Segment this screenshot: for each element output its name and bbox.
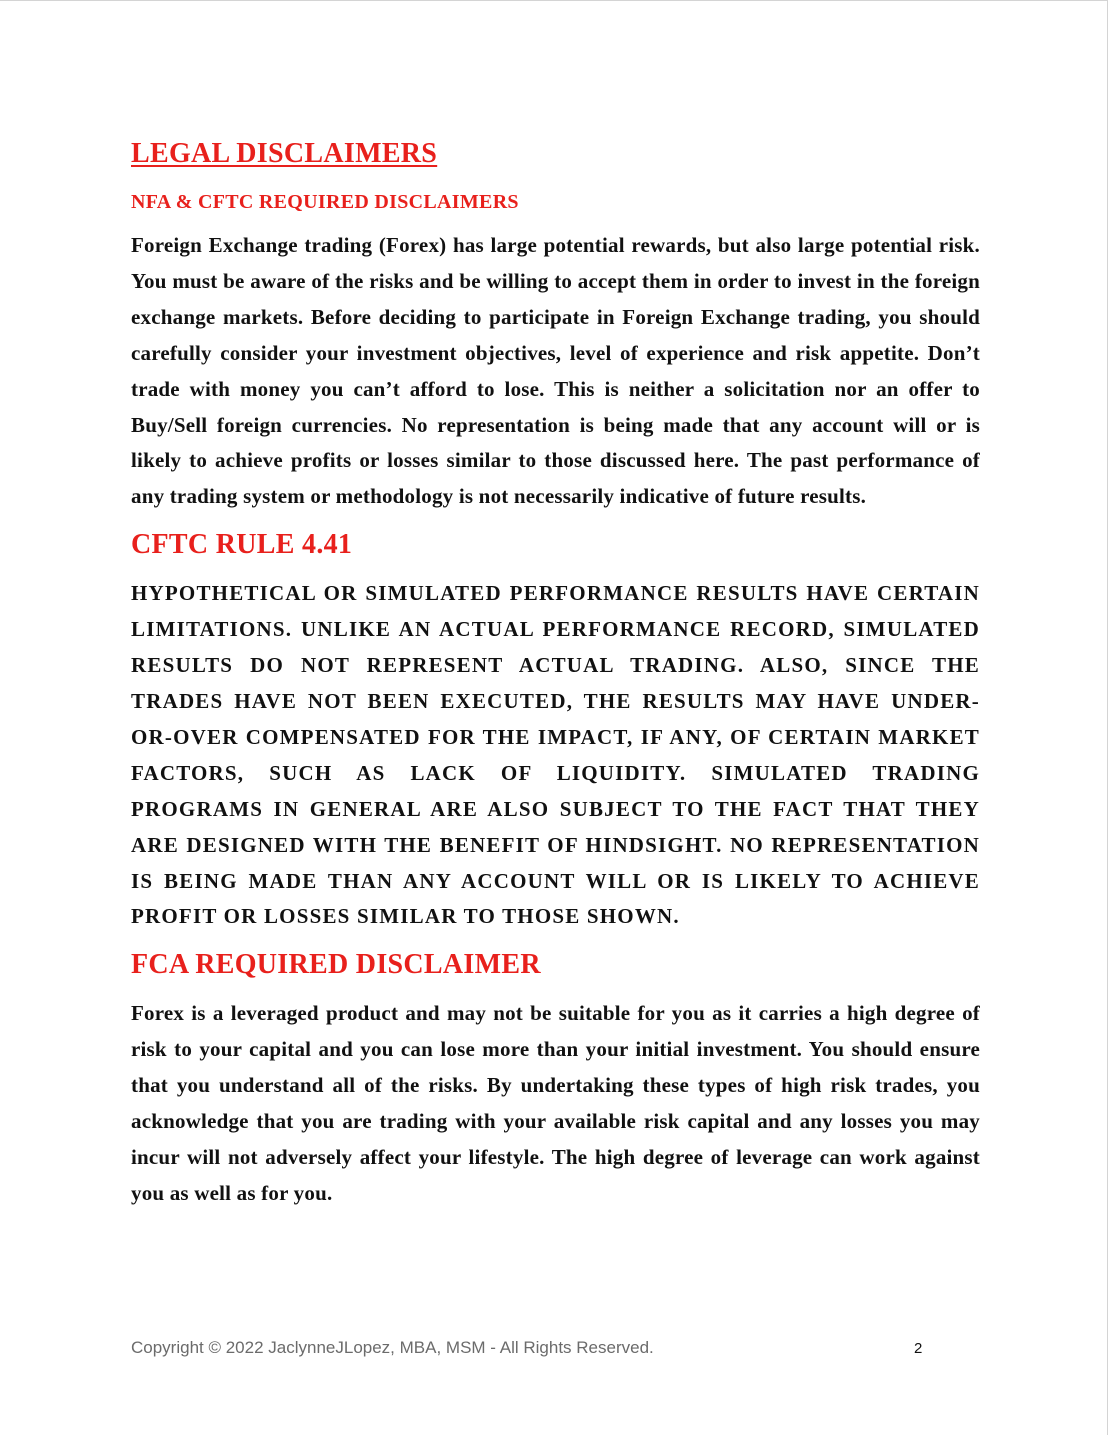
cftc-rule-heading: CFTC RULE 4.41 — [131, 529, 353, 561]
page-content — [131, 137, 980, 1225]
page-number: 2 — [914, 1340, 923, 1357]
nfa-cftc-heading: NFA & CFTC REQUIRED DISCLAIMERS — [131, 191, 519, 213]
fca-heading: FCA REQUIRED DISCLAIMER — [131, 949, 541, 981]
fca-paragraph: Forex is a leveraged product and may not be suitable for you as it carries a high degree of risk to your capital and you can lose more than your initial investment. You should ensure that you understand all of the risks. By undertaking these types of high risk trades, you acknowledge that you are trading with your available risk capital and any losses you may incur will not adversely affect your lifestyle. The high degree of leverage can work against you as well as for you. — [131, 1001, 980, 1205]
nfa-cftc-paragraph: Foreign Exchange trading (Forex) has large potential rewards, but also large potential risk. You must be aware of the risks and be willing to accept them in order to invest in the foreign exchange markets. Before deciding to participate in Foreign Exchange trading, you should carefully consider your investment objectives, level of experience and risk appetite. Don’t trade with money you can’t afford to lose. This is neither a solicitation nor an offer to Buy/Sell foreign currencies. No representation is being made that any account will or is likely to achieve profits or losses similar to those discussed here. The past performance of any trading system or methodology is not necessarily indicative of future results. — [131, 233, 980, 509]
cftc-rule-paragraph: HYPOTHETICAL OR SIMULATED PERFORMANCE RESULTS HAVE CERTAIN LIMITATIONS. UNLIKE AN ACTUAL PERFORMANCE RECORD, SIMULATED RESULTS DO NOT REPRESENT ACTUAL TRADING. ALSO, SINCE THE TRADES HAVE NOT BEEN EXECUTED, THE RESULTS MAY HAVE UNDER-OR-OVER COMPENSATED FOR THE IMPACT, IF ANY, OF CERTAIN MARKET FACTORS, SUCH AS LACK OF LIQUIDITY. SIMULATED TRADING PROGRAMS IN GENERAL ARE ALSO SUBJECT TO THE FACT THAT THEY ARE DESIGNED WITH THE BENEFIT OF HINDSIGHT. NO REPRESENTATION IS BEING MADE THAN ANY ACCOUNT WILL OR IS LIKELY TO ACHIEVE PROFIT OR LOSSES SIMILAR TO THOSE SHOWN. — [131, 581, 980, 929]
page-title: LEGAL DISCLAIMERS — [131, 138, 438, 169]
footer-copyright: Copyright © 2022 JaclynneJLopez, MBA, MSM - All Rights Reserved. — [131, 1338, 654, 1357]
